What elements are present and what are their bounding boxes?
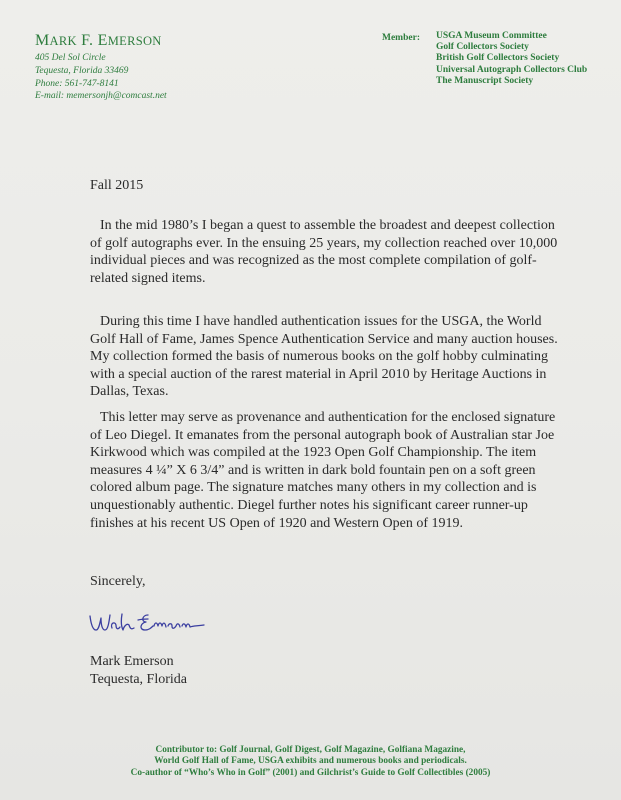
handwritten-signature [86, 606, 226, 638]
address-city: Tequesta, Florida 33469 [35, 65, 129, 76]
address-street: 405 Del Sol Circle [35, 53, 106, 63]
address-phone: Phone: 561-747-8141 [35, 78, 119, 89]
letterhead-footer [0, 745, 621, 779]
closing-salutation: Sincerely, [90, 574, 146, 589]
address-email: E-mail: memersonjh@comcast.net [35, 91, 167, 102]
signer-name: Mark Emerson [90, 654, 174, 669]
body-paragraph-1: In the mid 1980’s I began a quest to assemble the broadest and deepest collection of golf autographs ever. In the ensuing 25 years, my collection reached over 10,000 individual pieces and was recognized as the most complete compilation of golf-related signed items. [90, 218, 558, 286]
membership-item: The Manuscript Society [436, 75, 534, 86]
letterhead-name: MARK F. EMERSON [35, 32, 162, 49]
letterhead-address [35, 52, 167, 103]
body-paragraph-3: This letter may serve as provenance and authentication for the enclosed signature of Leo Diegel. It emanates from the personal autograph book of Australian star Joe Kirkwood which was compiled at the 1923 Open Golf Championship. The item measures 4 ¼” X 6 3/4” and is written in dark bold fountain pen on a soft green colored album page. The signature matches many others in my collection and is unquestionably authentic. Diegel further notes his significant career runner-up finishes at his recent US Open of 1920 and Western Open of 1919. [90, 410, 556, 531]
membership-item: Golf Collectors Society [436, 42, 529, 53]
member-label: Member: [382, 33, 420, 43]
footer-line: World Golf Hall of Fame, USGA exhibits and numerous books and periodicals. [154, 756, 467, 767]
footer-line: Contributor to: Golf Journal, Golf Digest, Golf Magazine, Golfiana Magazine, [155, 745, 466, 755]
membership-item: British Golf Collectors Society [436, 53, 560, 64]
footer-line: Co-author of “Who’s Who in Golf” (2001) and Gilchrist’s Guide to Golf Collectibles (2005) [130, 767, 491, 778]
letter-date: Fall 2015 [90, 178, 144, 193]
signer-location: Tequesta, Florida [90, 672, 187, 687]
membership-item: Universal Autograph Collectors Club [436, 64, 588, 75]
signer-block [90, 653, 187, 689]
membership-item: USGA Museum Committee [436, 31, 547, 41]
body-paragraph-2: During this time I have handled authentication issues for the USGA, the World Golf Hall of Fame, James Spence Authentication Service and many auction houses. My collection formed the basis of numerous books on the golf hobby culminating with a special auction of the rarest material in April 2010 by Heritage Auctions in Dallas, Texas. [90, 314, 558, 400]
membership-list [436, 31, 587, 87]
